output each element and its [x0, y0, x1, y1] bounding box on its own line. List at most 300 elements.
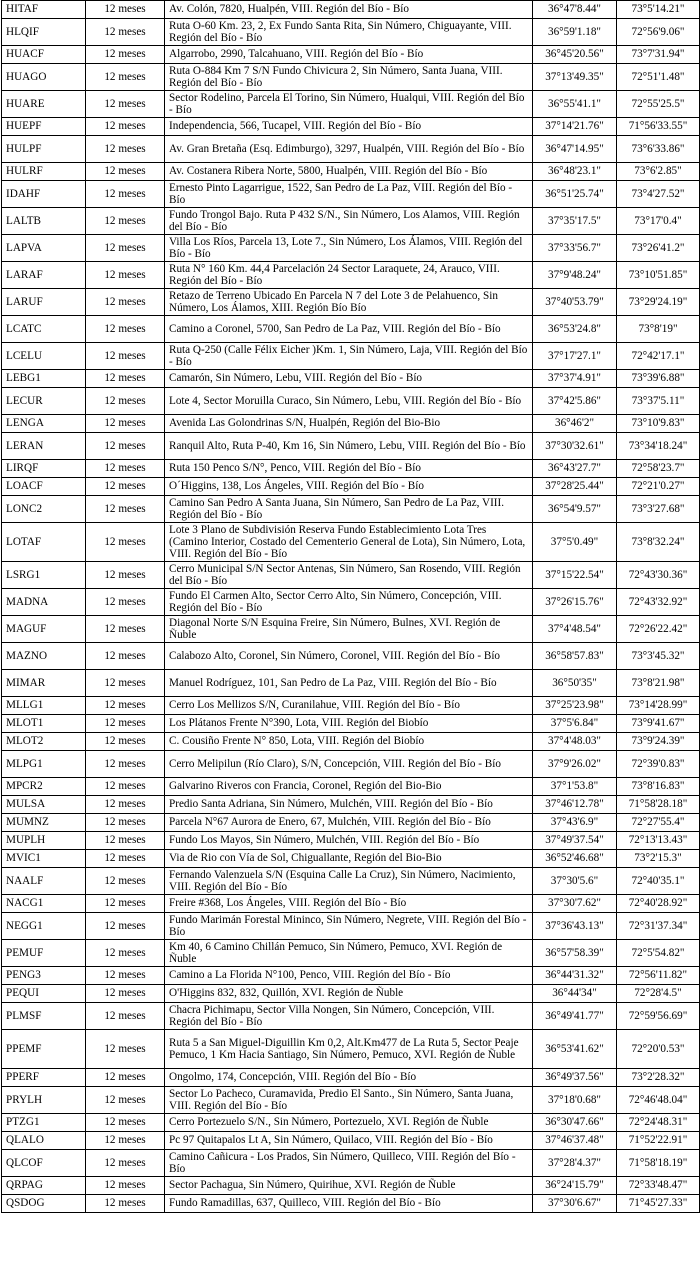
table-row: [2, 343, 700, 370]
longitude-cell: 73°10'51.85": [617, 262, 700, 289]
latitude-cell: 37°15'22.54": [533, 562, 617, 589]
latitude-cell: 37°25'23.98": [533, 697, 617, 715]
site-code-cell: HUAGO: [2, 64, 86, 91]
site-code-cell: NAALF: [2, 868, 86, 895]
longitude-cell: 73°6'33.86": [617, 136, 700, 163]
table-row: [2, 316, 700, 343]
sites-table-body: [2, 1, 700, 1213]
longitude-cell: 73°8'32.24": [617, 523, 700, 562]
site-code-cell: LONC2: [2, 496, 86, 523]
duration-cell: 12 meses: [86, 496, 165, 523]
address-cell: Fundo El Carmen Alto, Sector Cerro Alto, Sin Número, Concepción, VIII. Región del Bío - Bío: [165, 589, 533, 616]
table-row: [2, 460, 700, 478]
duration-cell: 12 meses: [86, 616, 165, 643]
longitude-cell: 72°5'54.82": [617, 940, 700, 967]
table-row: [2, 91, 700, 118]
longitude-cell: 72°58'23.7": [617, 460, 700, 478]
longitude-cell: 73°26'41.2": [617, 235, 700, 262]
duration-cell: 12 meses: [86, 208, 165, 235]
table-row: [2, 1087, 700, 1114]
site-code-cell: QRPAG: [2, 1177, 86, 1195]
table-row: [2, 163, 700, 181]
site-code-cell: LEBG1: [2, 370, 86, 388]
table-row: [2, 751, 700, 778]
site-code-cell: HULRF: [2, 163, 86, 181]
address-cell: Manuel Rodríguez, 101, San Pedro de La Paz, VIII. Región del Bío - Bío: [165, 670, 533, 697]
address-cell: Camino a Coronel, 5700, San Pedro de La Paz, VIII. Región del Bío - Bío: [165, 316, 533, 343]
table-row: [2, 1069, 700, 1087]
latitude-cell: 37°13'49.35": [533, 64, 617, 91]
site-code-cell: MLOT2: [2, 733, 86, 751]
longitude-cell: 71°58'18.19": [617, 1150, 700, 1177]
duration-cell: 12 meses: [86, 163, 165, 181]
address-cell: Camino a La Florida N°100, Penco, VIII. Región del Bío - Bío: [165, 967, 533, 985]
duration-cell: 12 meses: [86, 697, 165, 715]
latitude-cell: 36°44'34": [533, 985, 617, 1003]
table-row: [2, 523, 700, 562]
site-code-cell: MLLG1: [2, 697, 86, 715]
site-code-cell: LCELU: [2, 343, 86, 370]
latitude-cell: 37°43'6.9": [533, 814, 617, 832]
latitude-cell: 36°55'41.1": [533, 91, 617, 118]
site-code-cell: HUACF: [2, 46, 86, 64]
address-cell: Freire #368, Los Ángeles, VIII. Región del Bío - Bío: [165, 895, 533, 913]
duration-cell: 12 meses: [86, 940, 165, 967]
table-row: [2, 868, 700, 895]
latitude-cell: 37°28'25.44": [533, 478, 617, 496]
latitude-cell: 37°35'17.5": [533, 208, 617, 235]
table-row: [2, 289, 700, 316]
table-row: [2, 670, 700, 697]
longitude-cell: 73°3'45.32": [617, 643, 700, 670]
longitude-cell: 72°28'4.5": [617, 985, 700, 1003]
site-code-cell: LOACF: [2, 478, 86, 496]
address-cell: Fundo Ramadillas, 637, Quilleco, VIII. Región del Bío - Bío: [165, 1195, 533, 1213]
latitude-cell: 36°45'20.56": [533, 46, 617, 64]
table-row: [2, 796, 700, 814]
table-row: [2, 967, 700, 985]
duration-cell: 12 meses: [86, 751, 165, 778]
latitude-cell: 37°33'56.7": [533, 235, 617, 262]
longitude-cell: 72°40'35.1": [617, 868, 700, 895]
duration-cell: 12 meses: [86, 1195, 165, 1213]
table-row: [2, 388, 700, 415]
longitude-cell: 72°26'22.42": [617, 616, 700, 643]
table-row: [2, 940, 700, 967]
duration-cell: 12 meses: [86, 1, 165, 19]
address-cell: Avenida Las Golondrinas S/N, Hualpén, Región del Bio-Bio: [165, 415, 533, 433]
duration-cell: 12 meses: [86, 670, 165, 697]
latitude-cell: 37°18'0.68": [533, 1087, 617, 1114]
duration-cell: 12 meses: [86, 316, 165, 343]
address-cell: Cerro Portezuelo S/N., Sin Número, Portezuelo, XVI. Región de Ñuble: [165, 1114, 533, 1132]
latitude-cell: 36°47'14.95": [533, 136, 617, 163]
address-cell: Av. Costanera Ribera Norte, 5800, Hualpén, VIII. Región del Bío - Bío: [165, 163, 533, 181]
site-code-cell: PPEMF: [2, 1030, 86, 1069]
latitude-cell: 37°5'6.84": [533, 715, 617, 733]
duration-cell: 12 meses: [86, 1030, 165, 1069]
longitude-cell: 73°5'14.21": [617, 1, 700, 19]
address-cell: Los Plátanos Frente N°390, Lota, VIII. Región del Biobío: [165, 715, 533, 733]
latitude-cell: 36°30'47.66": [533, 1114, 617, 1132]
site-code-cell: PTZG1: [2, 1114, 86, 1132]
site-code-cell: LECUR: [2, 388, 86, 415]
address-cell: Fundo Los Mayos, Sin Número, Mulchén, VIII. Región del Bío - Bío: [165, 832, 533, 850]
address-cell: Ruta O-60 Km. 23, 2, Ex Fundo Santa Rita, Sin Número, Chiguayante, VIII. Región del Bío - Bío: [165, 19, 533, 46]
duration-cell: 12 meses: [86, 1177, 165, 1195]
latitude-cell: 37°40'53.79": [533, 289, 617, 316]
longitude-cell: 73°34'18.24": [617, 433, 700, 460]
table-row: [2, 46, 700, 64]
table-row: [2, 262, 700, 289]
duration-cell: 12 meses: [86, 985, 165, 1003]
table-row: [2, 433, 700, 460]
table-row: [2, 814, 700, 832]
table-row: [2, 1, 700, 19]
latitude-cell: 36°54'9.57": [533, 496, 617, 523]
latitude-cell: 37°30'32.61": [533, 433, 617, 460]
address-cell: Camino San Pedro A Santa Juana, Sin Número, San Pedro de La Paz, VIII. Región del Bío - Bío: [165, 496, 533, 523]
duration-cell: 12 meses: [86, 778, 165, 796]
site-code-cell: IDAHF: [2, 181, 86, 208]
latitude-cell: 37°46'12.78": [533, 796, 617, 814]
latitude-cell: 37°4'48.54": [533, 616, 617, 643]
duration-cell: 12 meses: [86, 415, 165, 433]
duration-cell: 12 meses: [86, 1150, 165, 1177]
duration-cell: 12 meses: [86, 1003, 165, 1030]
table-row: [2, 1003, 700, 1030]
longitude-cell: 73°17'0.4": [617, 208, 700, 235]
address-cell: Calabozo Alto, Coronel, Sin Número, Coronel, VIII. Región del Bío - Bío: [165, 643, 533, 670]
address-cell: Lote 4, Sector Moruilla Curaco, Sin Número, Lebu, VIII. Región del Bío - Bío: [165, 388, 533, 415]
address-cell: Cerro Municipal S/N Sector Antenas, Sin Número, San Rosendo, VIII. Región del Bío - Bío: [165, 562, 533, 589]
table-row: [2, 19, 700, 46]
site-code-cell: MIMAR: [2, 670, 86, 697]
longitude-cell: 72°56'11.82": [617, 967, 700, 985]
latitude-cell: 37°9'48.24": [533, 262, 617, 289]
address-cell: Ernesto Pinto Lagarrigue, 1522, San Pedro de La Paz, VIII. Región del Bío - Bío: [165, 181, 533, 208]
longitude-cell: 73°37'5.11": [617, 388, 700, 415]
duration-cell: 12 meses: [86, 343, 165, 370]
longitude-cell: 73°8'19": [617, 316, 700, 343]
address-cell: Camarón, Sin Número, Lebu, VIII. Región del Bío - Bío: [165, 370, 533, 388]
site-code-cell: LALTB: [2, 208, 86, 235]
latitude-cell: 36°59'1.18": [533, 19, 617, 46]
duration-cell: 12 meses: [86, 967, 165, 985]
table-row: [2, 778, 700, 796]
table-row: [2, 64, 700, 91]
longitude-cell: 72°21'0.27": [617, 478, 700, 496]
site-code-cell: NACG1: [2, 895, 86, 913]
latitude-cell: 36°58'57.83": [533, 643, 617, 670]
address-cell: Lote 3 Plano de Subdivisión Reserva Fundo Establecimiento Lota Tres (Camino Interior, Costado del Cementerio General de Lota), Sin Número, Lota, VIII. Región del Bío - Bío: [165, 523, 533, 562]
latitude-cell: 36°50'35": [533, 670, 617, 697]
duration-cell: 12 meses: [86, 589, 165, 616]
site-code-cell: NEGG1: [2, 913, 86, 940]
longitude-cell: 72°20'0.53": [617, 1030, 700, 1069]
site-code-cell: PPERF: [2, 1069, 86, 1087]
longitude-cell: 71°56'33.55": [617, 118, 700, 136]
site-code-cell: MPCR2: [2, 778, 86, 796]
address-cell: Pc 97 Quitapalos Lt A, Sin Número, Quilaco, VIII. Región del Bío - Bío: [165, 1132, 533, 1150]
duration-cell: 12 meses: [86, 1087, 165, 1114]
site-code-cell: PLMSF: [2, 1003, 86, 1030]
site-code-cell: PEQUI: [2, 985, 86, 1003]
longitude-cell: 71°58'28.18": [617, 796, 700, 814]
longitude-cell: 73°9'41.67": [617, 715, 700, 733]
table-row: [2, 181, 700, 208]
duration-cell: 12 meses: [86, 733, 165, 751]
table-row: [2, 1150, 700, 1177]
table-row: [2, 616, 700, 643]
address-cell: Algarrobo, 2990, Talcahuano, VIII. Región del Bío - Bío: [165, 46, 533, 64]
table-row: [2, 1132, 700, 1150]
duration-cell: 12 meses: [86, 1114, 165, 1132]
latitude-cell: 37°26'15.76": [533, 589, 617, 616]
address-cell: Galvarino Riveros con Francia, Coronel, Región del Bio-Bio: [165, 778, 533, 796]
latitude-cell: 37°30'7.62": [533, 895, 617, 913]
table-row: [2, 235, 700, 262]
table-row: [2, 1030, 700, 1069]
address-cell: Ruta O-884 Km 7 S/N Fundo Chivicura 2, Sin Número, Santa Juana, VIII. Región del Bío - Bío: [165, 64, 533, 91]
table-row: [2, 913, 700, 940]
site-code-cell: HULPF: [2, 136, 86, 163]
table-row: [2, 208, 700, 235]
site-code-cell: LCATC: [2, 316, 86, 343]
address-cell: Predio Santa Adriana, Sin Número, Mulchén, VIII. Región del Bío - Bío: [165, 796, 533, 814]
site-code-cell: MADNA: [2, 589, 86, 616]
site-code-cell: LENGA: [2, 415, 86, 433]
latitude-cell: 36°53'24.8": [533, 316, 617, 343]
site-code-cell: MAZNO: [2, 643, 86, 670]
duration-cell: 12 meses: [86, 136, 165, 163]
longitude-cell: 72°42'17.1": [617, 343, 700, 370]
duration-cell: 12 meses: [86, 181, 165, 208]
duration-cell: 12 meses: [86, 850, 165, 868]
table-row: [2, 370, 700, 388]
duration-cell: 12 meses: [86, 796, 165, 814]
table-row: [2, 415, 700, 433]
longitude-cell: 72°13'13.43": [617, 832, 700, 850]
table-row: [2, 1195, 700, 1213]
address-cell: Fernando Valenzuela S/N (Esquina Calle La Cruz), Sin Número, Nacimiento, VIII. Región del Bío - Bío: [165, 868, 533, 895]
longitude-cell: 72°43'30.36": [617, 562, 700, 589]
address-cell: Ongolmo, 174, Concepción, VIII. Región del Bío - Bío: [165, 1069, 533, 1087]
longitude-cell: 73°8'21.98": [617, 670, 700, 697]
longitude-cell: 72°40'28.92": [617, 895, 700, 913]
address-cell: Ruta Q-250 (Calle Félix Eicher )Km. 1, Sin Número, Laja, VIII. Región del Bío - Bío: [165, 343, 533, 370]
latitude-cell: 36°44'31.32": [533, 967, 617, 985]
address-cell: Villa Los Ríos, Parcela 13, Lote 7., Sin Número, Los Álamos, VIII. Región del Bío - Bío: [165, 235, 533, 262]
address-cell: Ranquil Alto, Ruta P-40, Km 16, Sin Número, Lebu, VIII. Región del Bío - Bío: [165, 433, 533, 460]
table-row: [2, 496, 700, 523]
duration-cell: 12 meses: [86, 913, 165, 940]
longitude-cell: 72°43'32.92": [617, 589, 700, 616]
table-row: [2, 643, 700, 670]
longitude-cell: 73°8'16.83": [617, 778, 700, 796]
site-code-cell: QLALO: [2, 1132, 86, 1150]
table-row: [2, 118, 700, 136]
longitude-cell: 73°3'27.68": [617, 496, 700, 523]
latitude-cell: 36°53'41.62": [533, 1030, 617, 1069]
longitude-cell: 72°51'1.48": [617, 64, 700, 91]
address-cell: Independencia, 566, Tucapel, VIII. Región del Bío - Bío: [165, 118, 533, 136]
site-code-cell: LARUF: [2, 289, 86, 316]
latitude-cell: 36°48'23.1": [533, 163, 617, 181]
duration-cell: 12 meses: [86, 64, 165, 91]
longitude-cell: 71°52'22.91": [617, 1132, 700, 1150]
latitude-cell: 36°47'8.44": [533, 1, 617, 19]
site-code-cell: LOTAF: [2, 523, 86, 562]
site-code-cell: QSDOG: [2, 1195, 86, 1213]
address-cell: Chacra Pichimapu, Sector Villa Nongen, Sin Número, Concepción, VIII. Región del Bío - Bío: [165, 1003, 533, 1030]
address-cell: Parcela N°67 Aurora de Enero, 67, Mulchén, VIII. Región del Bío - Bío: [165, 814, 533, 832]
latitude-cell: 37°30'5.6": [533, 868, 617, 895]
duration-cell: 12 meses: [86, 643, 165, 670]
site-code-cell: HITAF: [2, 1, 86, 19]
latitude-cell: 37°42'5.86": [533, 388, 617, 415]
site-code-cell: HUARE: [2, 91, 86, 118]
duration-cell: 12 meses: [86, 523, 165, 562]
latitude-cell: 36°24'15.79": [533, 1177, 617, 1195]
duration-cell: 12 meses: [86, 235, 165, 262]
duration-cell: 12 meses: [86, 460, 165, 478]
address-cell: Ruta N° 160 Km. 44,4 Parcelación 24 Sector Laraquete, 24, Arauco, VIII. Región del Bío - Bío: [165, 262, 533, 289]
longitude-cell: 73°2'15.3": [617, 850, 700, 868]
duration-cell: 12 meses: [86, 46, 165, 64]
table-row: [2, 1177, 700, 1195]
site-code-cell: LIRQF: [2, 460, 86, 478]
address-cell: Sector Lo Pacheco, Curamavida, Predio El Santo., Sin Número, Santa Juana, VIII. Región del Bío - Bío: [165, 1087, 533, 1114]
table-row: [2, 697, 700, 715]
address-cell: O´Higgins, 138, Los Ángeles, VIII. Región del Bío - Bío: [165, 478, 533, 496]
address-cell: Av. Colón, 7820, Hualpén, VIII. Región del Bío - Bío: [165, 1, 533, 19]
latitude-cell: 37°14'21.76": [533, 118, 617, 136]
latitude-cell: 36°57'58.39": [533, 940, 617, 967]
longitude-cell: 72°27'55.4": [617, 814, 700, 832]
duration-cell: 12 meses: [86, 19, 165, 46]
latitude-cell: 36°49'37.56": [533, 1069, 617, 1087]
site-code-cell: PENG3: [2, 967, 86, 985]
site-code-cell: PRYLH: [2, 1087, 86, 1114]
address-cell: Ruta 5 a San Miguel-Diguillin Km 0,2, Alt.Km477 de La Ruta 5, Sector Peaje Pemuco, 1 Km Hacia Santiago, Sin Número, Pemuco, XVI. Región de Ñuble: [165, 1030, 533, 1069]
duration-cell: 12 meses: [86, 91, 165, 118]
address-cell: Sector Rodelino, Parcela El Torino, Sin Número, Hualqui, VIII. Región del Bío - Bío: [165, 91, 533, 118]
table-row: [2, 562, 700, 589]
latitude-cell: 37°9'26.02": [533, 751, 617, 778]
site-code-cell: PEMUF: [2, 940, 86, 967]
duration-cell: 12 meses: [86, 262, 165, 289]
longitude-cell: 73°29'24.19": [617, 289, 700, 316]
site-code-cell: MUPLH: [2, 832, 86, 850]
table-row: [2, 850, 700, 868]
site-code-cell: LAPVA: [2, 235, 86, 262]
latitude-cell: 37°37'4.91": [533, 370, 617, 388]
longitude-cell: 72°55'25.5": [617, 91, 700, 118]
site-code-cell: MULSA: [2, 796, 86, 814]
sites-table: [1, 0, 700, 1213]
longitude-cell: 73°39'6.88": [617, 370, 700, 388]
table-row: [2, 832, 700, 850]
duration-cell: 12 meses: [86, 478, 165, 496]
site-code-cell: LARAF: [2, 262, 86, 289]
duration-cell: 12 meses: [86, 1069, 165, 1087]
duration-cell: 12 meses: [86, 370, 165, 388]
duration-cell: 12 meses: [86, 289, 165, 316]
table-row: [2, 895, 700, 913]
site-code-cell: HUEPF: [2, 118, 86, 136]
site-code-cell: MLOT1: [2, 715, 86, 733]
longitude-cell: 71°45'27.33": [617, 1195, 700, 1213]
longitude-cell: 72°56'9.06": [617, 19, 700, 46]
longitude-cell: 73°4'27.52": [617, 181, 700, 208]
duration-cell: 12 meses: [86, 832, 165, 850]
table-row: [2, 136, 700, 163]
latitude-cell: 37°30'6.67": [533, 1195, 617, 1213]
table-row: [2, 1114, 700, 1132]
site-code-cell: LERAN: [2, 433, 86, 460]
duration-cell: 12 meses: [86, 562, 165, 589]
site-code-cell: MLPG1: [2, 751, 86, 778]
longitude-cell: 72°59'56.69": [617, 1003, 700, 1030]
latitude-cell: 36°43'27.7": [533, 460, 617, 478]
latitude-cell: 36°49'41.77": [533, 1003, 617, 1030]
address-cell: Cerro Los Mellizos S/N, Curanilahue, VIII. Región del Bío - Bío: [165, 697, 533, 715]
address-cell: Ruta 150 Penco S/N°, Penco, VIII. Región del Bío - Bío: [165, 460, 533, 478]
site-code-cell: QLCOF: [2, 1150, 86, 1177]
longitude-cell: 72°31'37.34": [617, 913, 700, 940]
address-cell: Via de Rio con Vía de Sol, Chiguallante, Región del Bio-Bio: [165, 850, 533, 868]
address-cell: Cerro Melipilun (Río Claro), S/N, Concepción, VIII. Región del Bío - Bío: [165, 751, 533, 778]
duration-cell: 12 meses: [86, 895, 165, 913]
longitude-cell: 73°10'9.83": [617, 415, 700, 433]
site-code-cell: LSRG1: [2, 562, 86, 589]
address-cell: O'Higgins 832, 832, Quillón, XVI. Región de Ñuble: [165, 985, 533, 1003]
longitude-cell: 72°46'48.04": [617, 1087, 700, 1114]
duration-cell: 12 meses: [86, 388, 165, 415]
table-row: [2, 589, 700, 616]
duration-cell: 12 meses: [86, 1132, 165, 1150]
latitude-cell: 37°4'48.03": [533, 733, 617, 751]
address-cell: Sector Pachagua, Sin Número, Quirihue, XVI. Región de Ñuble: [165, 1177, 533, 1195]
duration-cell: 12 meses: [86, 814, 165, 832]
address-cell: Av. Gran Bretaña (Esq. Edimburgo), 3297, Hualpén, VIII. Región del Bío - Bío: [165, 136, 533, 163]
longitude-cell: 73°7'31.94": [617, 46, 700, 64]
latitude-cell: 37°36'43.13": [533, 913, 617, 940]
address-cell: Km 40, 6 Camino Chillán Pemuco, Sin Número, Pemuco, XVI. Región de Ñuble: [165, 940, 533, 967]
site-code-cell: MAGUF: [2, 616, 86, 643]
address-cell: Fundo Marimán Forestal Mininco, Sin Número, Negrete, VIII. Región del Bío - Bío: [165, 913, 533, 940]
table-row: [2, 733, 700, 751]
table-row: [2, 478, 700, 496]
longitude-cell: 72°24'48.31": [617, 1114, 700, 1132]
latitude-cell: 37°1'53.8": [533, 778, 617, 796]
site-code-cell: HLQIF: [2, 19, 86, 46]
latitude-cell: 37°46'37.48": [533, 1132, 617, 1150]
table-row: [2, 985, 700, 1003]
address-cell: C. Cousiño Frente N° 850, Lota, VIII. Región del Biobío: [165, 733, 533, 751]
duration-cell: 12 meses: [86, 715, 165, 733]
address-cell: Diagonal Norte S/N Esquina Freire, Sin Número, Bulnes, XVI. Región de Ñuble: [165, 616, 533, 643]
longitude-cell: 72°39'0.83": [617, 751, 700, 778]
duration-cell: 12 meses: [86, 118, 165, 136]
address-cell: Fundo Trongol Bajo. Ruta P 432 S/N., Sin Número, Los Alamos, VIII. Región del Bío - Bío: [165, 208, 533, 235]
latitude-cell: 37°5'0.49": [533, 523, 617, 562]
site-code-cell: MUMNZ: [2, 814, 86, 832]
longitude-cell: 72°33'48.47": [617, 1177, 700, 1195]
longitude-cell: 73°6'2.85": [617, 163, 700, 181]
latitude-cell: 36°46'2": [533, 415, 617, 433]
